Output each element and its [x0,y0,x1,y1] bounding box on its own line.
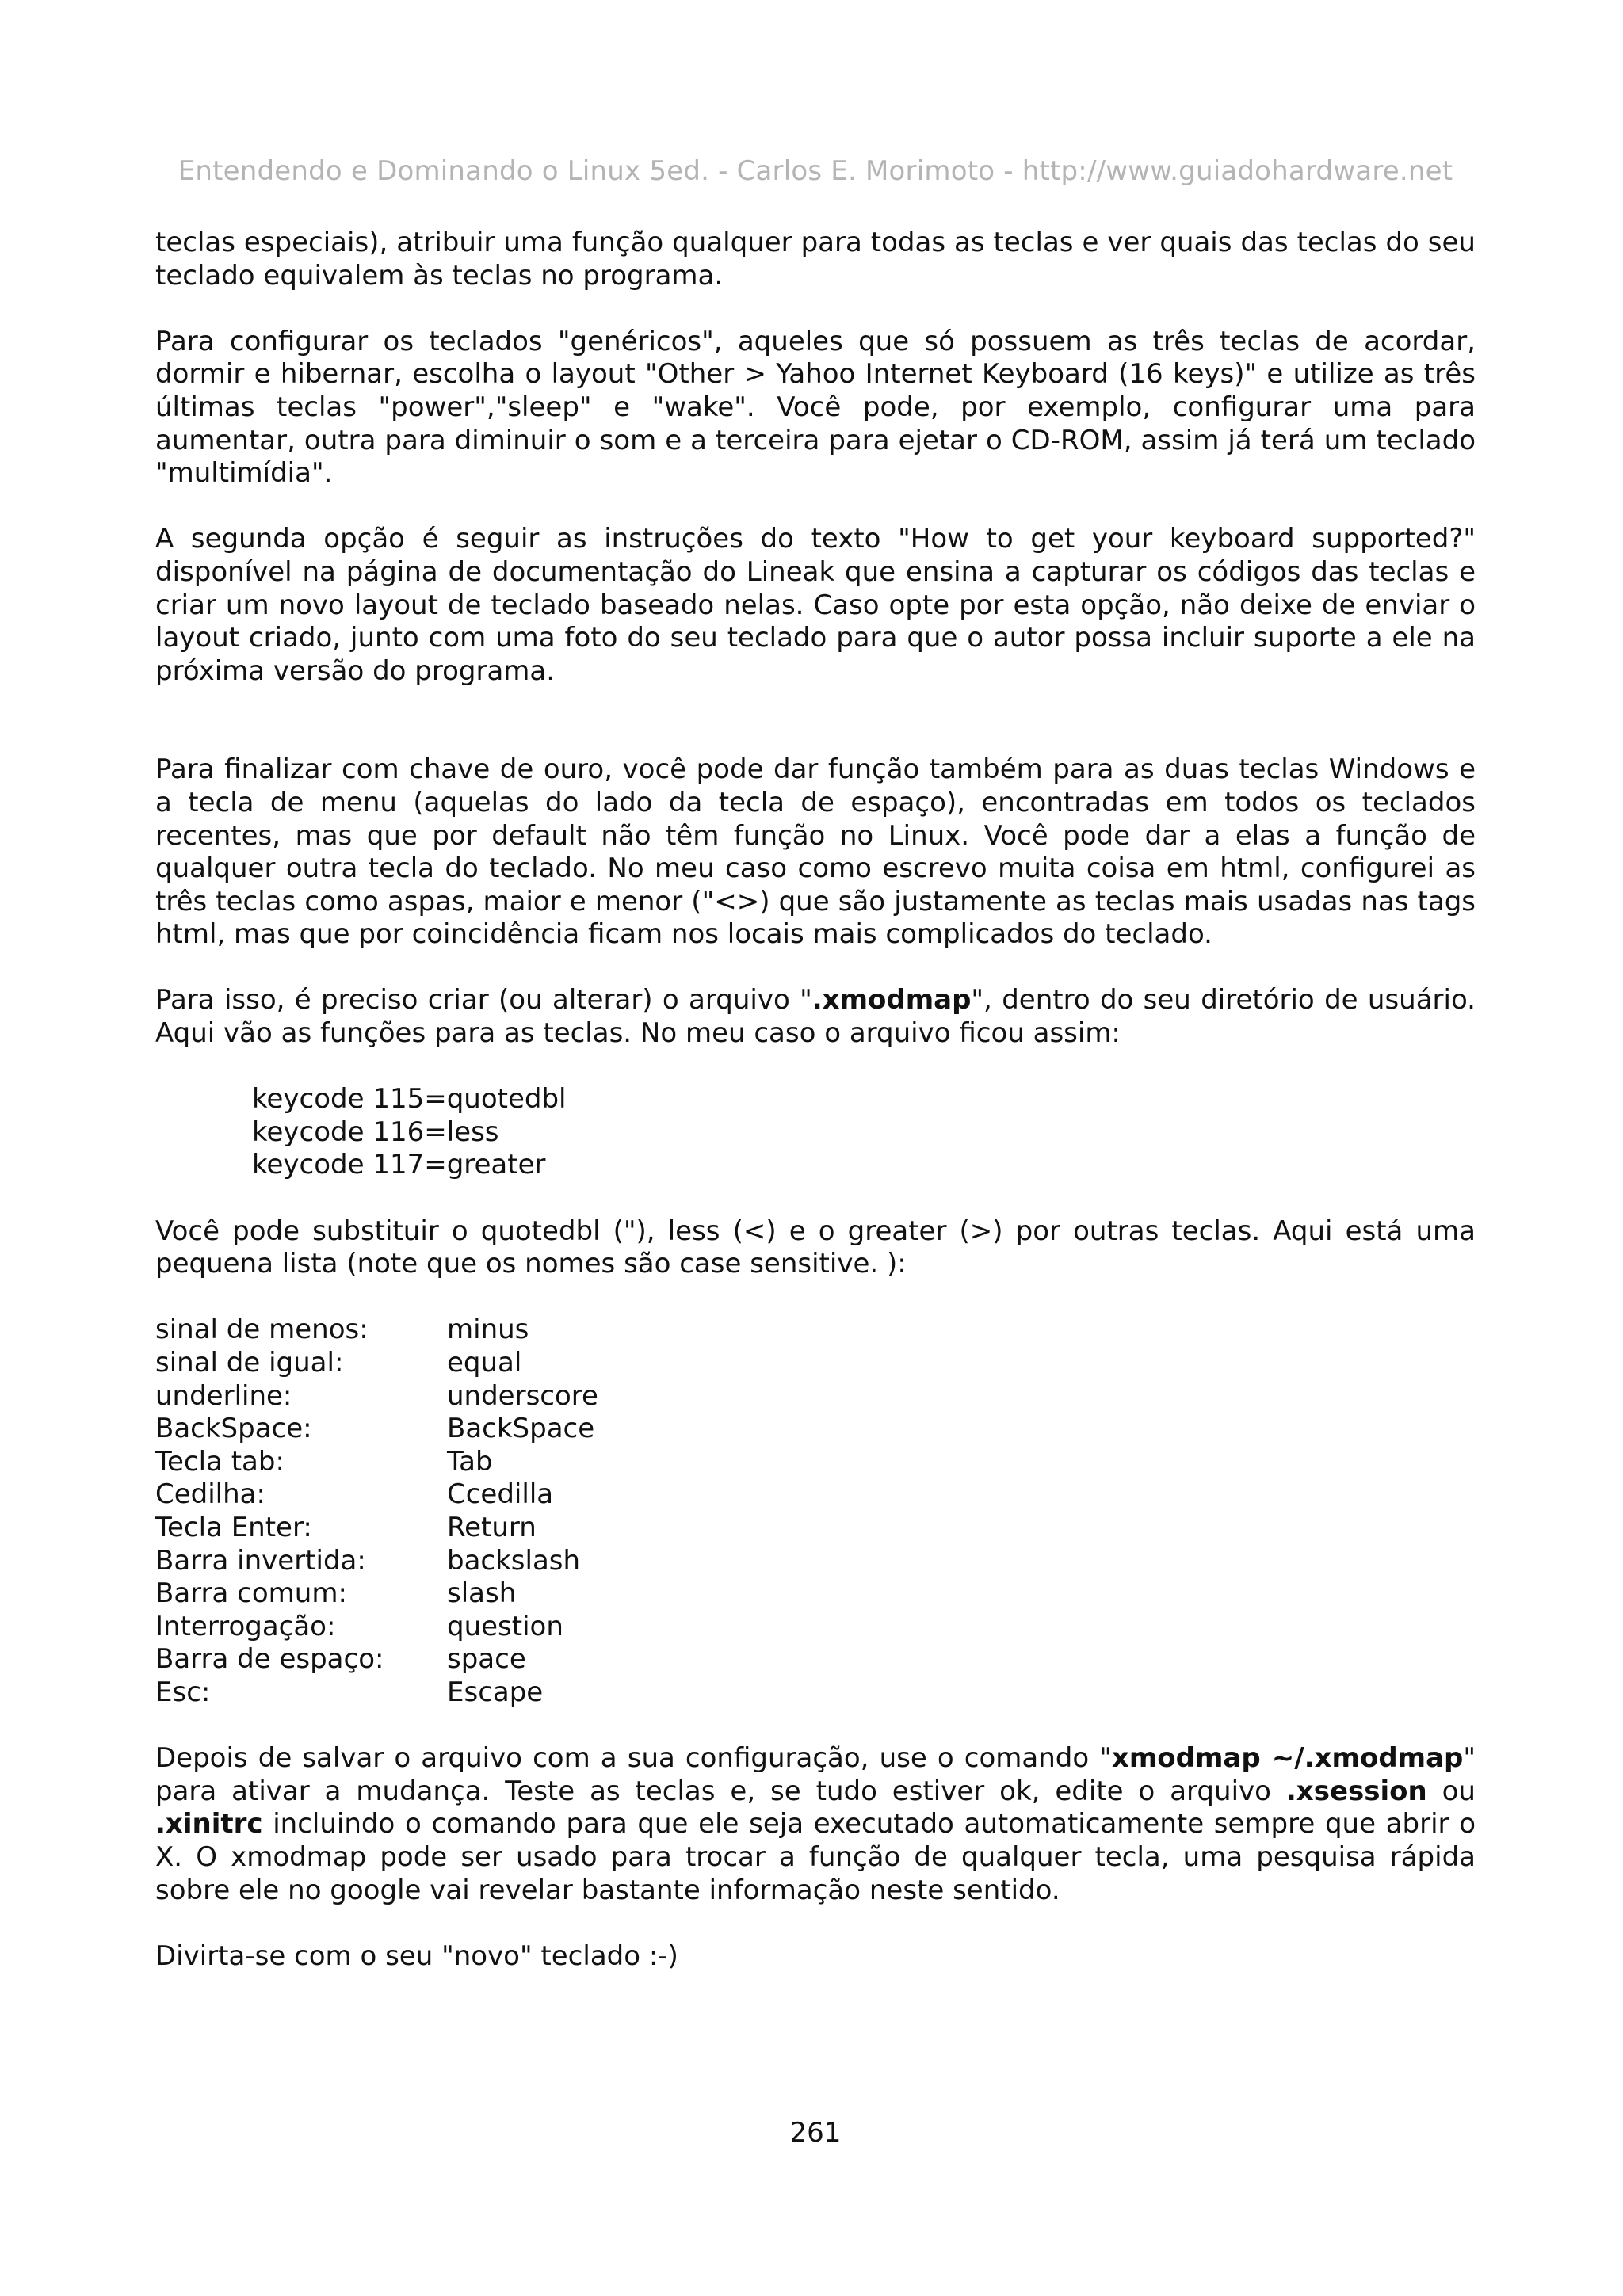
paragraph-7-text-a: Depois de salvar o arquivo com a sua configuração, use o comando " [155,1742,1112,1775]
key-label: BackSpace: [155,1413,312,1445]
table-row [155,1512,598,1545]
xmodmap-filename: .xmodmap [812,984,972,1016]
table-row [155,1611,598,1644]
table-row [155,1545,598,1578]
code-line: keycode 116=less [252,1116,499,1148]
paragraph-5-text-a: Para isso, é preciso criar (ou alterar) o arquivo " [155,984,812,1016]
table-row [155,1314,598,1347]
key-label: Barra de espaço: [155,1643,384,1676]
key-label: sinal de igual: [155,1347,344,1379]
key-value: space [447,1643,526,1676]
key-value: Escape [447,1676,544,1708]
key-value: slash [447,1577,517,1610]
paragraph-3: A segunda opção é seguir as instruções do texto "How to get your keyboard supported?" disponível na página de documentação do Lineak que ensina a capturar os códigos das teclas e criar um novo layout de teclado baseado nelas. Caso opte por esta opção, não deixe de enviar o layout criado, junto com uma foto do seu teclado para que o autor possa incluir suporte a ele na próxima versão do programa. [155,523,1476,687]
paragraph-2: Para configurar os teclados "genéricos", aqueles que só possuem as três teclas de acordar, dormir e hibernar, escolha o layout "Other > Yahoo Internet Keyboard (16 keys)" e utilize as três últimas teclas "power","sleep" e "wake". Você pode, por exemplo, configurar uma para aumentar, outra para diminuir o som e a terceira para ejetar o CD-ROM, assim já terá um teclado "multimídia". [155,325,1476,490]
key-label: Cedilha: [155,1478,265,1511]
key-label: sinal de menos: [155,1314,369,1346]
paragraph-6: Você pode substituir o quotedbl ("), less (<) e o greater (>) por outras teclas. Aqui está uma pequena lista (note que os nomes são case sensitive. ): [155,1215,1476,1280]
xinitrc-filename: .xinitrc [155,1808,263,1840]
key-name-table [155,1314,598,1709]
paragraph-7 [155,1742,1476,1907]
paragraph-7-text-c: " para ativar a mudança. Teste as teclas e, se tudo estiver ok, edite o arquivo [155,1742,1476,1807]
table-row [155,1577,598,1611]
paragraph-8: Divirta-se com o seu "novo" teclado :-) [155,1939,678,1972]
paragraph-5 [155,984,1476,1050]
paragraph-7-text-g: incluindo o comando para que ele seja executado automaticamente sempre que abrir o X. O xmodmap pode ser usado para trocar a função de qualquer tecla, uma pesquisa rápida sobre ele no google vai revelar bastante informação neste sentido. [155,1808,1476,1906]
key-value: equal [447,1347,522,1379]
document-page [155,0,1476,2296]
code-line: keycode 115=quotedbl [252,1083,567,1116]
table-row [155,1413,598,1446]
key-value: minus [447,1314,529,1346]
xmodmap-command: xmodmap ~/.xmodmap [1111,1742,1464,1775]
key-value: BackSpace [447,1413,595,1445]
table-row [155,1347,598,1380]
paragraph-1: teclas especiais), atribuir uma função qualquer para todas as teclas e ver quais das teclas do seu teclado equivalem às teclas no programa. [155,227,1476,292]
key-label: Tecla tab: [155,1445,285,1478]
key-label: underline: [155,1379,292,1412]
paragraph-5-text-c: ", dentro do seu diretório de usuário. Aqui vão as funções para as teclas. No meu caso o arquivo ficou assim: [155,984,1476,1050]
key-value: backslash [447,1544,581,1577]
key-label: Barra comum: [155,1577,347,1610]
key-value: underscore [447,1379,598,1412]
key-label: Barra invertida: [155,1544,366,1577]
table-row [155,1380,598,1413]
key-value: Tab [447,1445,493,1478]
key-value: Return [447,1511,537,1543]
key-value: question [447,1610,563,1642]
key-label: Tecla Enter: [155,1511,312,1543]
key-label: Interrogação: [155,1610,336,1642]
key-label: Esc: [155,1676,211,1708]
table-row [155,1676,598,1710]
paragraph-7-text-e: ou [1426,1775,1476,1807]
table-row [155,1446,598,1479]
key-value: Ccedilla [447,1478,554,1511]
xsession-filename: .xsession [1285,1775,1427,1807]
table-row [155,1643,598,1676]
code-line: keycode 117=greater [252,1149,546,1181]
page-body [155,227,1476,2006]
xmodmap-code-block [252,1083,1476,1182]
paragraph-4: Para finalizar com chave de ouro, você pode dar função também para as duas teclas Windows e a tecla de menu (aquelas do lado da tecla de espaço), encontradas em todos os teclados recentes, mas que por default não têm função no Linux. Você pode dar a elas a função de qualquer outra tecla do teclado. No meu caso como escrevo muita coisa em html, configurei as três teclas como aspas, maior e menor ("<>) que são justamente as teclas mais usadas nas tags html, mas que por coincidência ficam nos locais mais complicados do teclado. [155,753,1476,951]
table-row [155,1478,598,1512]
running-header: Entendendo e Dominando o Linux 5ed. - Carlos E. Morimoto - http://www.guiadohardware.net [178,155,1453,187]
page-number: 261 [789,2117,842,2149]
